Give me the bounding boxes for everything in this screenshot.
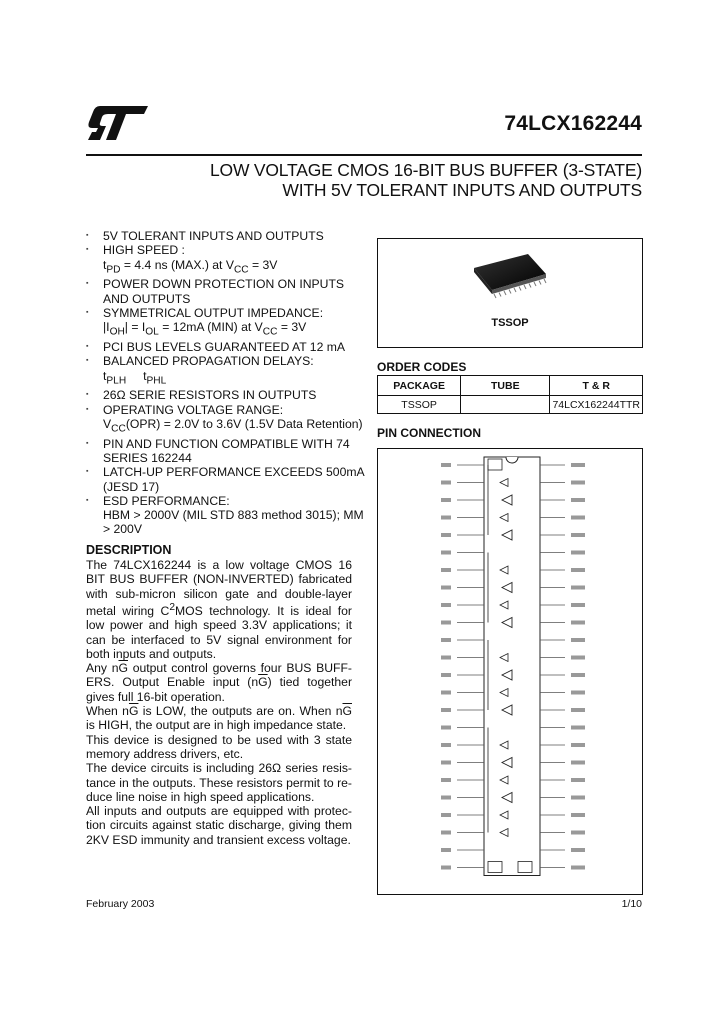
feature-item (86, 243, 371, 277)
pin-label-mark (571, 621, 585, 625)
table-cell: TSSOP (378, 396, 461, 414)
pin-label-mark (441, 516, 451, 520)
table-header-row (378, 376, 643, 396)
description-paragraph: When $n\overline{G}$ is LOW, the outputs are on. When $n\overline{G}$ is HIGH, the output are in high impedance state. (86, 704, 352, 733)
enable-gate (488, 459, 502, 470)
buffer-triangle (502, 495, 512, 505)
pin-label-mark (441, 568, 451, 572)
pin-label-mark (441, 848, 451, 852)
pin-label-mark (571, 778, 585, 782)
footer-date: February 2003 (86, 898, 155, 910)
feature-item (86, 277, 371, 306)
buffer-triangle (500, 741, 508, 749)
document-title (210, 160, 642, 200)
pin-connection-diagram (377, 448, 643, 895)
pin-label-mark (571, 516, 585, 520)
description-paragraph: All inputs and outputs are equipped with protec-tion circuits against static discharge, giving them 2KV ESD immunity and transient excess voltage. (86, 804, 352, 847)
header-rule (86, 154, 642, 156)
pin-label-mark (441, 708, 451, 712)
pin-label-mark (571, 761, 585, 765)
ic-body (484, 457, 540, 876)
feature-subtext: $V_{CC}(OPR) = 2.0V$ to 3.6V (1.5V Data Retention) (103, 416, 363, 435)
pin-label-mark (571, 691, 585, 695)
feature-item (86, 437, 371, 466)
feature-item (86, 494, 371, 537)
feature-text: OPERATING VOLTAGE RANGE: (103, 402, 284, 417)
feature-text: PCI BUS LEVELS GUARANTEED AT 12 mA (103, 339, 346, 354)
feature-text: 5V TOLERANT INPUTS AND OUTPUTS (103, 229, 324, 243)
part-number: 74LCX162244 (504, 112, 642, 135)
column-header: TUBE (461, 376, 550, 396)
feature-item (86, 354, 371, 388)
description-paragraph: This device is designed to be used with 3 state memory address drivers, etc. (86, 732, 352, 761)
order-codes-table (377, 375, 643, 414)
feature-subtext: $t_{PD} = 4.4$ ns (MAX.) at $V_{CC} = 3V$ (103, 257, 278, 276)
pin-label-mark (571, 638, 585, 642)
pin-label-mark (441, 638, 451, 642)
feature-text: SYMMETRICAL OUTPUT IMPEDANCE: (103, 305, 324, 320)
pin-label-mark (441, 831, 451, 835)
feature-subtext: $t_{PLH}$ $t_{PHL}$ (103, 368, 167, 386)
pin-label-mark (571, 708, 585, 712)
pin-label-mark (441, 778, 451, 782)
pin-label-mark (441, 726, 451, 730)
pin-label-mark (571, 533, 585, 537)
page-number: 1/10 (621, 898, 642, 910)
pin-label-mark (571, 866, 585, 870)
buffer-triangle (502, 530, 512, 540)
package-label: TSSOP (491, 317, 529, 329)
description-heading: DESCRIPTION (86, 543, 172, 557)
pin-label-mark (441, 866, 451, 870)
pin-label-mark (571, 498, 585, 502)
description-text (86, 558, 352, 847)
pin-label-mark (571, 673, 585, 677)
pin-label-mark (571, 848, 585, 852)
pin-label-mark (441, 498, 451, 502)
pin-label-mark (571, 796, 585, 800)
pin-label-mark (441, 761, 451, 765)
pin-label-mark (441, 813, 451, 817)
pin-label-mark (441, 796, 451, 800)
pin-label-mark (441, 673, 451, 677)
feature-item (86, 403, 371, 437)
pin-label-mark (571, 813, 585, 817)
feature-subtext: HBM > 2000V (MIL STD 883 method 3015); MM > 200V (103, 508, 364, 537)
pin-label-mark (441, 551, 451, 555)
tssop-package-icon (470, 248, 550, 304)
pin-label-mark (571, 463, 585, 467)
pin-label-mark (571, 656, 585, 660)
buffer-triangle (500, 829, 508, 837)
pin-label-mark (571, 568, 585, 572)
pin-label-mark (571, 586, 585, 590)
pin-label-mark (571, 481, 585, 485)
feature-item (86, 229, 371, 243)
title-line-2: WITH 5V TOLERANT INPUTS AND OUTPUTS (282, 180, 642, 200)
description-paragraph: The device circuits is including 26Ω series resis-tance in the outputs. These resistors permit to re-duce line noise in high speed applications. (86, 761, 352, 804)
pin-connection-heading: PIN CONNECTION (377, 426, 482, 440)
feature-subtext: $|I_{OH}| = I_{OL} = 12mA$ (MIN) at $V_{CC} = 3V$ (103, 320, 307, 338)
order-codes-heading: ORDER CODES (377, 360, 467, 374)
buffer-triangle (502, 793, 512, 803)
buffer-triangle (502, 670, 512, 680)
table-cell (461, 396, 550, 414)
buffer-triangle (502, 758, 512, 768)
pin-label-mark (571, 726, 585, 730)
buffer-triangle (500, 514, 508, 522)
feature-text: 26Ω SERIE RESISTORS IN OUTPUTS (103, 388, 317, 403)
pin-label-mark (441, 621, 451, 625)
pin-label-mark (571, 743, 585, 747)
feature-text: PIN AND FUNCTION COMPATIBLE WITH 74 SERIES 162244 (103, 436, 350, 465)
ic-notch (506, 457, 518, 463)
pin-label-mark (571, 603, 585, 607)
buffer-triangle (500, 601, 508, 609)
pin-label-mark (441, 533, 451, 537)
st-logo-icon (86, 104, 152, 142)
feature-text: HIGH SPEED : (103, 243, 185, 258)
buffer-triangle (502, 618, 512, 628)
feature-text: BALANCED PROPAGATION DELAYS: (103, 354, 314, 369)
feature-text: ESD PERFORMANCE: (103, 493, 230, 508)
buffer-triangle (502, 705, 512, 715)
pin-label-mark (441, 586, 451, 590)
pin-label-mark (571, 831, 585, 835)
pin-label-mark (441, 603, 451, 607)
feature-text: POWER DOWN PROTECTION ON INPUTS AND OUTPUTS (103, 277, 345, 306)
pin-label-mark (571, 551, 585, 555)
pin-label-mark (441, 481, 451, 485)
title-line-1: LOW VOLTAGE CMOS 16-BIT BUS BUFFER (3-STATE) (210, 160, 642, 180)
table-row (378, 396, 643, 414)
pin-label-mark (441, 691, 451, 695)
buffer-triangle (500, 566, 508, 574)
buffer-triangle (500, 811, 508, 819)
column-header: T & R (550, 376, 643, 396)
table-cell: 74LCX162244TTR (550, 396, 643, 414)
feature-list (86, 229, 371, 537)
feature-text: LATCH-UP PERFORMANCE EXCEEDS 500mA (JESD 17) (103, 465, 364, 494)
description-paragraph: The 74LCX162244 is a low voltage CMOS 16 BIT BUS BUFFER (NON-INVERTED) fabricated with sub-micron silicon gate and double-layer metal wiring $C^2MOS$ technology. It is ideal for low power and high speed 3.3V applications; it can be interfaced to 5V signal environment for both inputs and outputs. (86, 558, 352, 661)
buffer-triangle (502, 583, 512, 593)
feature-item (86, 388, 371, 402)
column-header: PACKAGE (378, 376, 461, 396)
pin-label-mark (441, 463, 451, 467)
description-paragraph: Any $n\overline{G}$ output control governs four BUS BUFF-ERS. Output Enable input $(n\overline{G})$ tied together gives full 16-bit operation. (86, 661, 352, 704)
feature-item (86, 465, 371, 494)
buffer-triangle (500, 689, 508, 697)
enable-gate (488, 862, 502, 873)
pin-label-mark (441, 743, 451, 747)
pin-label-mark (441, 656, 451, 660)
feature-item (86, 340, 371, 354)
enable-gate (518, 862, 532, 873)
buffer-triangle (500, 654, 508, 662)
buffer-triangle (500, 479, 508, 487)
feature-item (86, 306, 371, 340)
buffer-triangle (500, 776, 508, 784)
